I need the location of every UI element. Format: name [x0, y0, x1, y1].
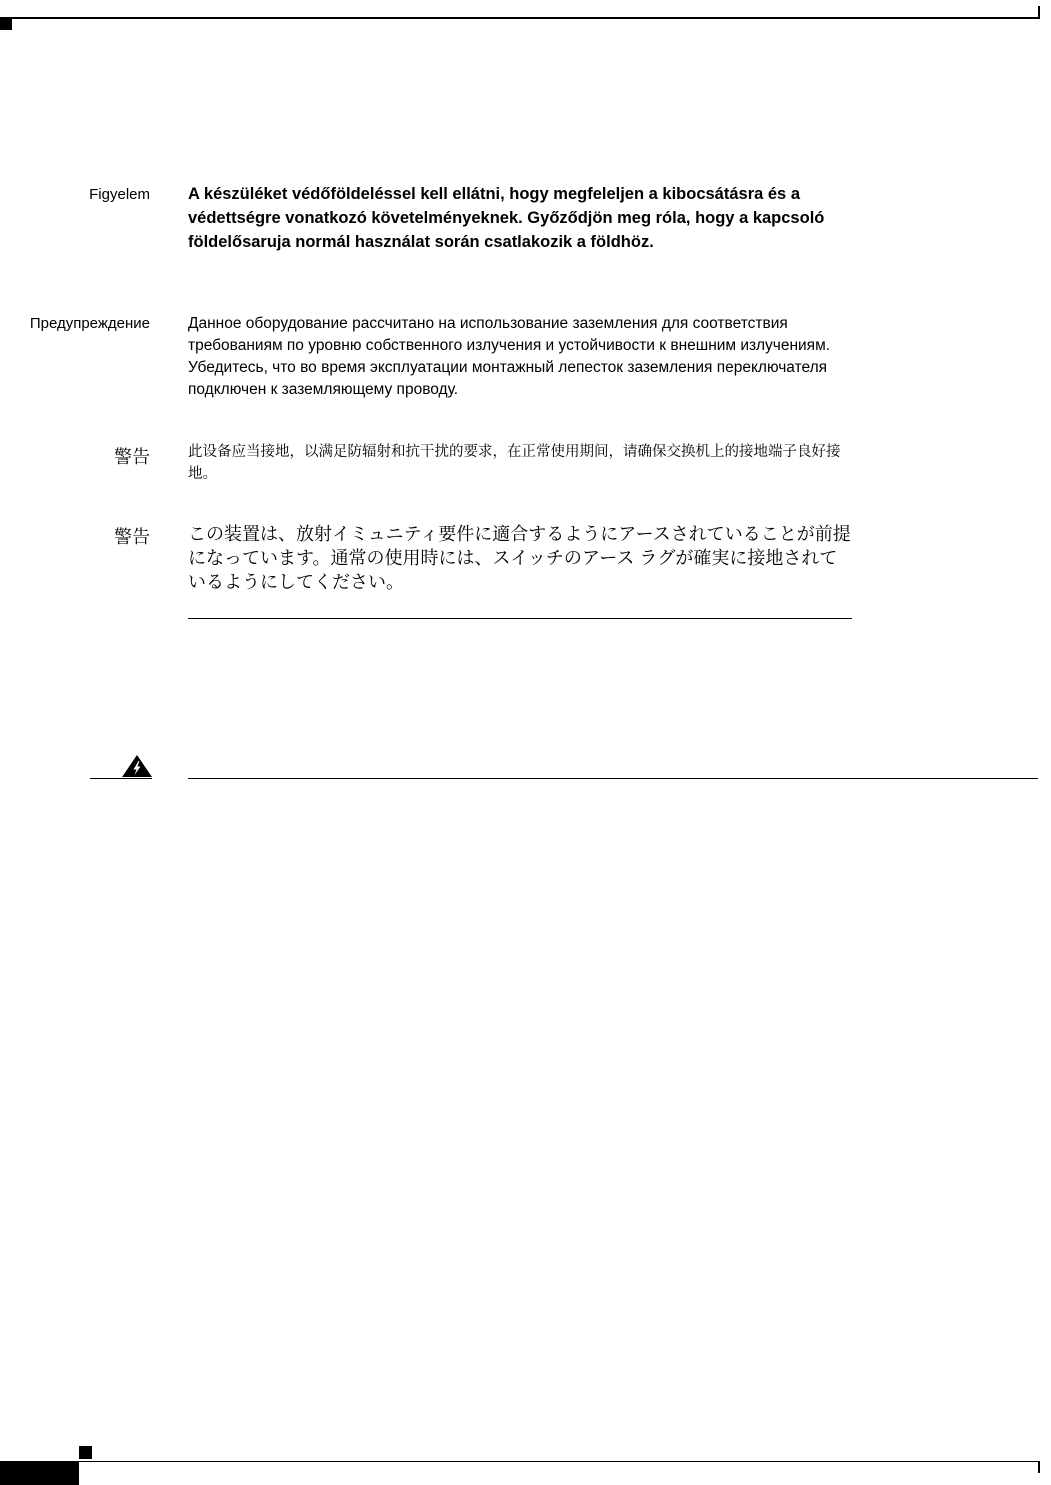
warning-label: Figyelem — [89, 186, 150, 203]
warning-rule — [188, 778, 1038, 779]
warning-text: A készüléket védőföldeléssel kell ellátni, hogy megfeleljen a kibocsátásra és a védettségre vonatkozó követelményeknek. Győződjön meg róla, hogy a kapcsoló földelősaruja normál használat során csatlakozik a földhöz. — [188, 185, 825, 251]
warning-triangle-icon — [121, 754, 153, 778]
warning-label: 警告 — [114, 447, 150, 467]
warning-text: 此设备应当接地，以满足防辐射和抗干扰的要求，在正常使用期间，请确保交换机上的接地端子良好接地。 — [188, 444, 841, 482]
warning-text: Данное оборудование рассчитано на использование заземления для соответствия требованиям по уровню собственного излучения и устойчивости к внешним излучениям. Убедитесь, что во время эксплуатации монтажный лепесток заземления переключателя подключен к заземляющему проводу. — [188, 315, 831, 398]
section-end-rule — [188, 618, 852, 619]
footer-corner-mark — [79, 1446, 92, 1459]
top-right-tick — [1038, 6, 1040, 18]
footer-page-tab — [0, 1461, 79, 1485]
warning-label: 警告 — [114, 527, 150, 547]
warning-text: この装置は、放射イミュニティ要件に適合するようにアースされていることが前提になっています。通常の使用時には、スイッチのアース ラグが確実に接地されているようにしてください。 — [188, 524, 851, 592]
footer-right-tick — [1038, 1461, 1040, 1473]
top-corner-mark — [0, 19, 12, 30]
top-rule — [0, 17, 1040, 19]
warning-label: Предупреждение — [29, 315, 150, 332]
icon-rule — [90, 778, 152, 779]
footer-rule — [0, 1461, 1040, 1462]
